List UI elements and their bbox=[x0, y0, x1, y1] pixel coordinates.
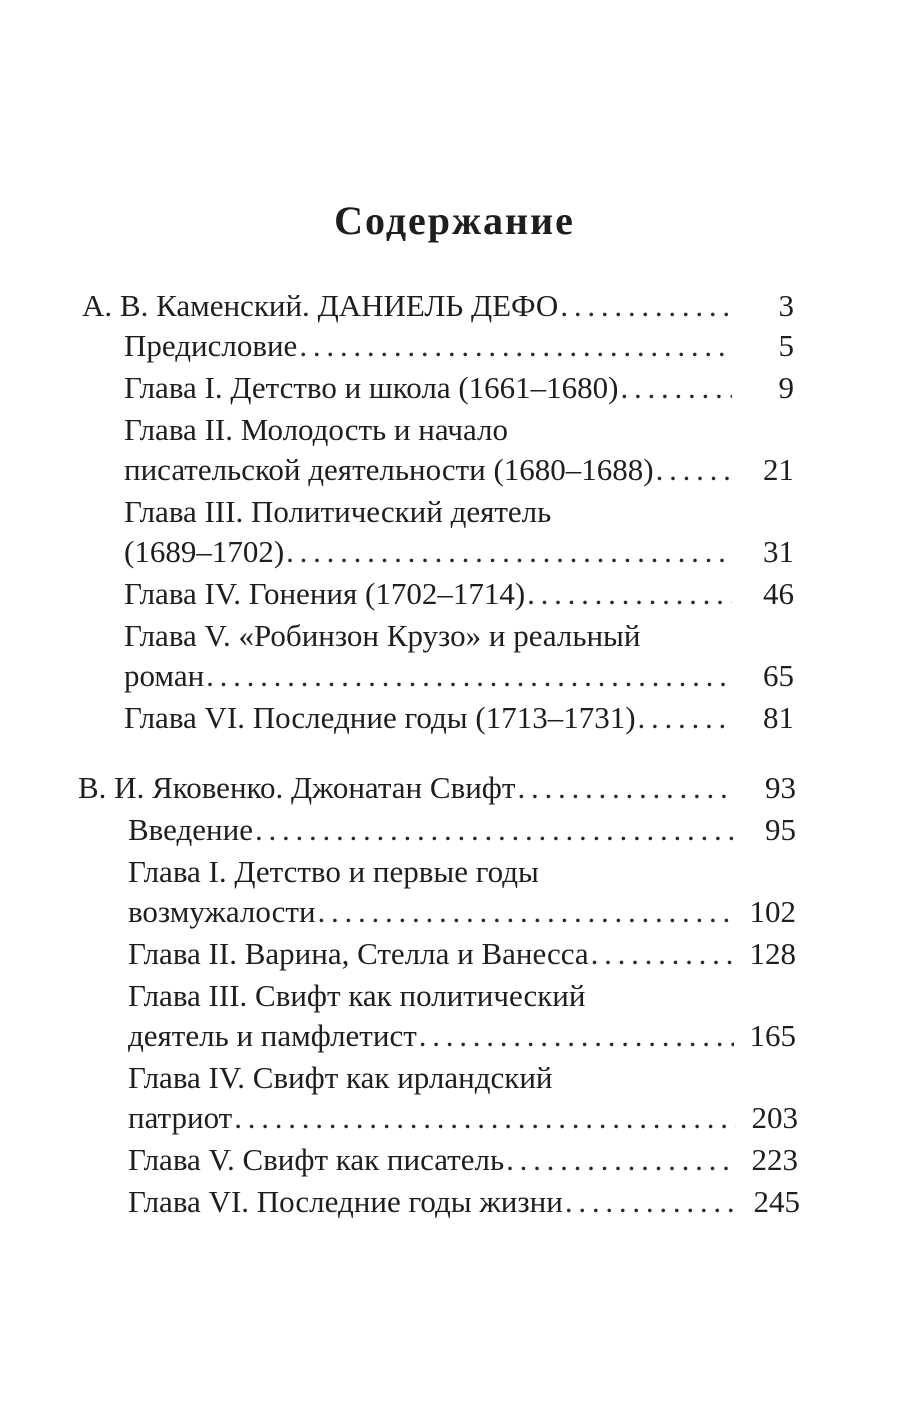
leader-dots bbox=[206, 656, 732, 696]
page-number: 93 bbox=[765, 770, 796, 805]
page-number: 223 bbox=[751, 1142, 798, 1177]
entry-title: Глава VI. Последние годы жизни bbox=[128, 1184, 563, 1219]
entry-title: возмужалости bbox=[128, 894, 316, 929]
entry-title: Глава II. Варина, Стелла и Ванесса bbox=[128, 936, 589, 971]
toc-entry[interactable] bbox=[128, 934, 796, 974]
page-number: 65 bbox=[763, 658, 794, 693]
page-number: 203 bbox=[751, 1100, 798, 1135]
page-number: 3 bbox=[778, 288, 794, 323]
leader-dots bbox=[591, 934, 734, 974]
entry-title: Предисловие bbox=[124, 328, 298, 363]
entry-title: (1689–1702) bbox=[124, 534, 285, 569]
leader-dots bbox=[255, 810, 734, 850]
page-number: 31 bbox=[763, 534, 794, 569]
entry-title: Глава VI. Последние годы (1713–1731) bbox=[124, 700, 636, 735]
page-number: 95 bbox=[765, 812, 796, 847]
page-number: 5 bbox=[778, 328, 794, 363]
page-number: 245 bbox=[753, 1184, 800, 1219]
toc-entry[interactable] bbox=[128, 810, 796, 850]
page-number: 128 bbox=[749, 936, 796, 971]
toc-entry[interactable] bbox=[128, 1140, 798, 1180]
entry-title: писательской деятельности (1680–1688) bbox=[124, 452, 654, 487]
leader-dots bbox=[419, 1016, 734, 1056]
entry-title: патриот bbox=[128, 1100, 233, 1135]
toc-section-defoe[interactable] bbox=[82, 286, 794, 326]
page-number: 165 bbox=[749, 1018, 796, 1053]
toc-entry[interactable] bbox=[128, 892, 796, 932]
section-author: А. В. Каменский. bbox=[82, 288, 310, 323]
entry-title: роман bbox=[124, 658, 205, 693]
page-number: 102 bbox=[749, 894, 796, 929]
toc-entry[interactable] bbox=[124, 574, 794, 614]
section-author: В. И. Яковенко. bbox=[78, 770, 284, 805]
entry-title-line: Глава V. «Робинзон Крузо» и реальный bbox=[124, 618, 641, 653]
leader-dots bbox=[656, 450, 732, 490]
entry-title-line: Глава II. Молодость и начало bbox=[124, 412, 508, 447]
leader-dots bbox=[299, 326, 732, 366]
page-number: 81 bbox=[763, 700, 794, 735]
toc-entry[interactable] bbox=[128, 1098, 798, 1138]
entry-title: Глава V. Свифт как писатель bbox=[128, 1142, 505, 1177]
leader-dots bbox=[565, 1182, 738, 1222]
toc-entry[interactable] bbox=[128, 1016, 796, 1056]
leader-dots bbox=[318, 892, 734, 932]
page-title: Содержание bbox=[334, 198, 575, 243]
entry-title: деятель и памфлетист bbox=[128, 1018, 417, 1053]
entry-title: Введение bbox=[128, 812, 253, 847]
toc-entry[interactable] bbox=[128, 1182, 800, 1222]
toc-entry[interactable] bbox=[124, 698, 794, 738]
leader-dots bbox=[560, 286, 732, 326]
entry-title: Глава IV. Гонения (1702–1714) bbox=[124, 576, 526, 611]
page-number: 46 bbox=[763, 576, 794, 611]
leader-dots bbox=[638, 698, 732, 738]
leader-dots bbox=[234, 1098, 736, 1138]
page-number: 9 bbox=[778, 370, 794, 405]
section-work: Джонатан Свифт bbox=[291, 770, 516, 805]
leader-dots bbox=[506, 1140, 736, 1180]
section-work: ДАНИЕЛЬ ДЕФО bbox=[317, 288, 559, 323]
entry-title-line: Глава IV. Свифт как ирландский bbox=[128, 1060, 553, 1095]
leader-dots bbox=[286, 532, 732, 572]
leader-dots bbox=[621, 368, 733, 408]
toc-entry[interactable] bbox=[124, 656, 794, 696]
toc-entry[interactable] bbox=[124, 450, 794, 490]
leader-dots bbox=[517, 768, 734, 808]
entry-title-line: Глава I. Детство и первые годы bbox=[128, 854, 539, 889]
toc-entry[interactable] bbox=[124, 532, 794, 572]
entry-title: Глава I. Детство и школа (1661–1680) bbox=[124, 370, 619, 405]
page-number: 21 bbox=[763, 452, 794, 487]
entry-title-line: Глава III. Политический деятель bbox=[124, 494, 552, 529]
entry-title-line: Глава III. Свифт как политический bbox=[128, 978, 586, 1013]
toc-section-swift[interactable] bbox=[78, 768, 796, 808]
toc-entry[interactable] bbox=[124, 368, 794, 408]
leader-dots bbox=[527, 574, 732, 614]
toc-entry[interactable] bbox=[124, 326, 794, 366]
